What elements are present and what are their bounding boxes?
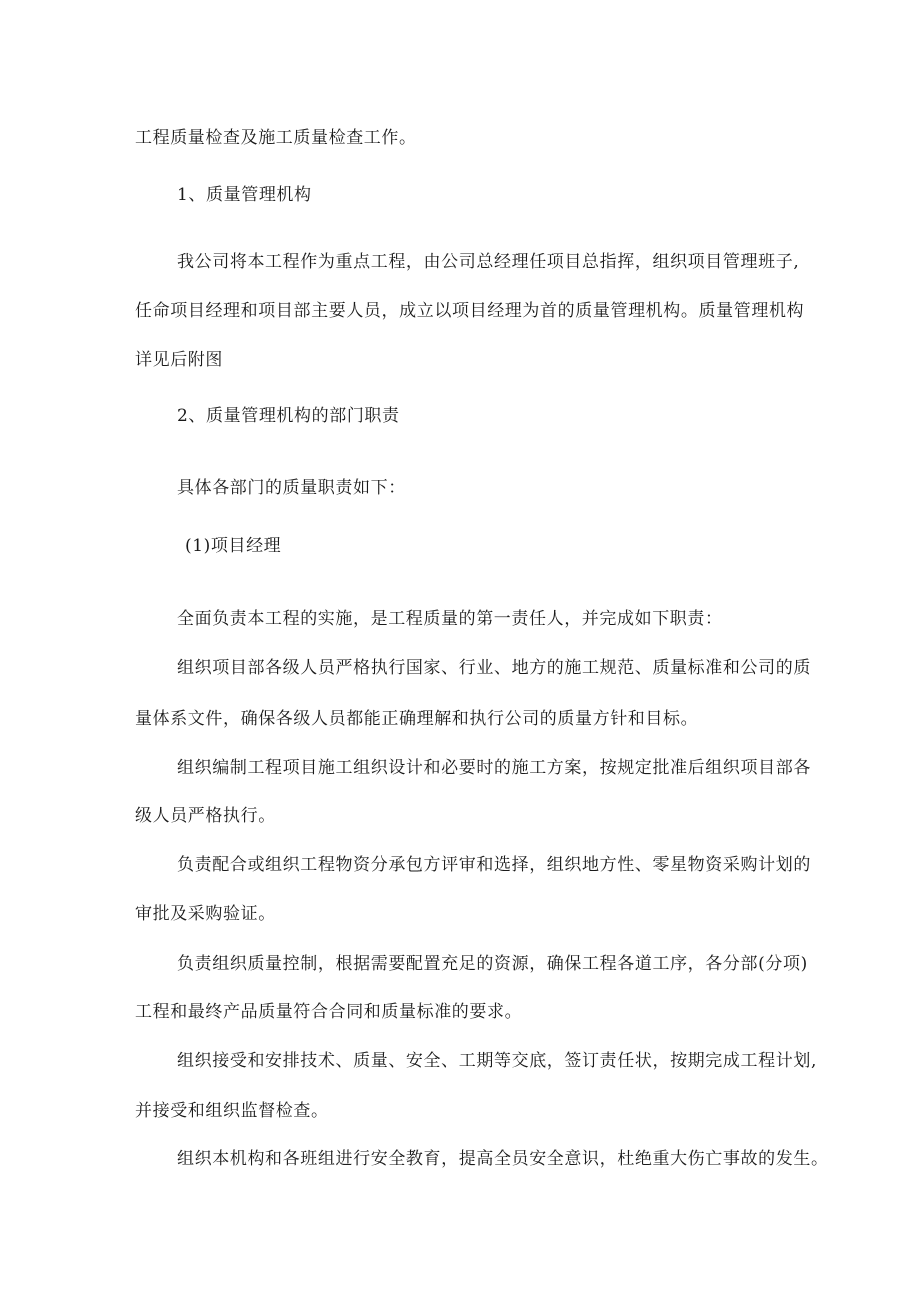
paragraph-line: 全面负责本工程的实施，是工程质量的第一责任人，并完成如下职责： [177, 609, 723, 629]
paragraph-line: 组 织 编 制 工 程 项 目 施 工 组 织 设 计 和 必 要 时 的 施 工 方 案 ， 按 规 定 批 准 后 组 织 项 目 部 各 [177, 758, 811, 778]
paragraph-line: 负 责 配 合 或 组 织 工 程 物 资 分 承 包 方 评 审 和 选 择 ， 组 织 地 方 性 、 零 星 物 资 采 购 计 划 的 [177, 855, 811, 875]
paragraph-line: 工程和最终产品质量符合合同和质量标准的要求。 [135, 1002, 523, 1022]
paragraph-line: 级人员严格执行。 [135, 806, 276, 826]
subsection-heading: (1)项目经理 [185, 536, 282, 556]
paragraph-line: 审批及采购验证。 [135, 904, 276, 924]
paragraph-line: 具体各部门的质量职责如下： [177, 478, 406, 498]
paragraph-line: 详见后附图 [135, 350, 223, 370]
paragraph-line: 并接受和组织监督检查。 [135, 1101, 329, 1121]
paragraph-line: 量体系文件，确保各级人员都能正确理解和执行公司的质量方针和目标。 [135, 709, 699, 729]
paragraph-line: 负 责 组 织 质 量 控 制 ， 根 据 需 要 配 置 充 足 的 资 源 ， 确 保 工 程 各 道 工 序 ， 各 分 部 ( 分 项 ) [177, 954, 808, 974]
paragraph-line: 组 织 本 机 构 和 各 班 组 进 行 安 全 教 育 ， 提 高 全 员 安 全 意 识 ， 杜 绝 重 大 伤 亡 事 故 的 发 生 。 [177, 1149, 829, 1169]
section-heading: 1、质量管理机构 [177, 185, 312, 205]
section-heading: 2、质量管理机构的部门职责 [177, 406, 400, 426]
paragraph-line: 组 织 接 受 和 安 排 技 术 、 质 量 、 安 全 、 工 期 等 交 底 ， 签 订 责 任 状 ， 按 期 完 成 工 程 计 划 , [177, 1051, 817, 1071]
paragraph-line: 我 公 司 将 本 工 程 作 为 重 点 工 程 ， 由 公 司 总 经 理 任 项 目 总 指 挥 ， 组 织 项 目 管 理 班 子 , [177, 252, 800, 272]
paragraph-line: 组 织 项 目 部 各 级 人 员 严 格 执 行 国 家 、 行 业 、 地 方 的 施 工 规 范 、 质 量 标 准 和 公 司 的 质 [177, 658, 811, 678]
paragraph-line: 工程质量检查及施工质量检查工作。 [135, 128, 417, 148]
paragraph-line: 任 命 项 目 经 理 和 项 目 部 主 要 人 员 ， 成 立 以 项 目 经 理 为 首 的 质 量 管 理 机 构 。 质 量 管 理 机 构 [135, 301, 805, 321]
